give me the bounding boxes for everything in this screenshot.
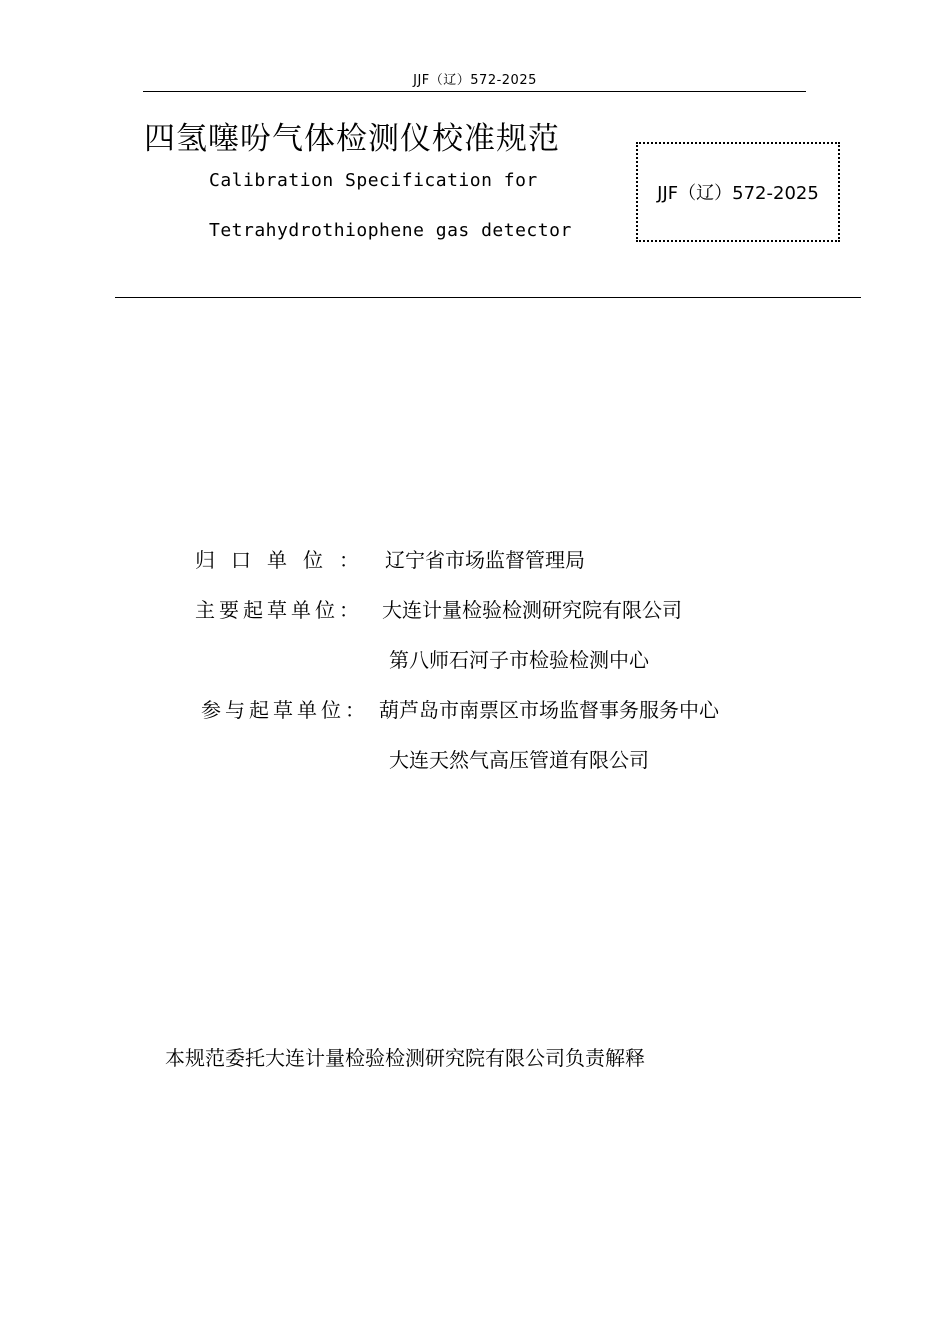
responsible-unit-value: 辽宁省市场监督管理局	[385, 548, 585, 572]
main-drafting-unit-1: 大连计量检验检测研究院有限公司	[382, 598, 682, 622]
specification-code-box	[636, 142, 840, 242]
main-drafting-unit-2: 第八师石河子市检验检测中心	[389, 648, 649, 672]
interpretation-statement: 本规范委托大连计量检验检测研究院有限公司负责解释	[165, 1046, 645, 1070]
document-title-english-line1: Calibration Specification for	[209, 170, 538, 191]
running-header-code: JJF（辽）572-2025	[413, 73, 537, 88]
responsible-unit-label: 归口单位：	[195, 548, 375, 572]
participating-drafting-unit-1: 葫芦岛市南票区市场监督事务服务中心	[379, 698, 719, 722]
specification-code: JJF（辽）572-2025	[657, 183, 819, 204]
document-title-chinese: 四氢噻吩气体检测仪校准规范	[144, 121, 560, 157]
title-divider	[115, 297, 861, 298]
participating-drafting-unit-2: 大连天然气高压管道有限公司	[389, 748, 649, 772]
participating-drafting-units-label: 参与起草单位：	[201, 698, 369, 722]
document-title-english-line2: Tetrahydrothiophene gas detector	[209, 220, 572, 241]
main-drafting-units-label: 主要起草单位：	[195, 598, 363, 622]
header-divider	[143, 91, 806, 92]
